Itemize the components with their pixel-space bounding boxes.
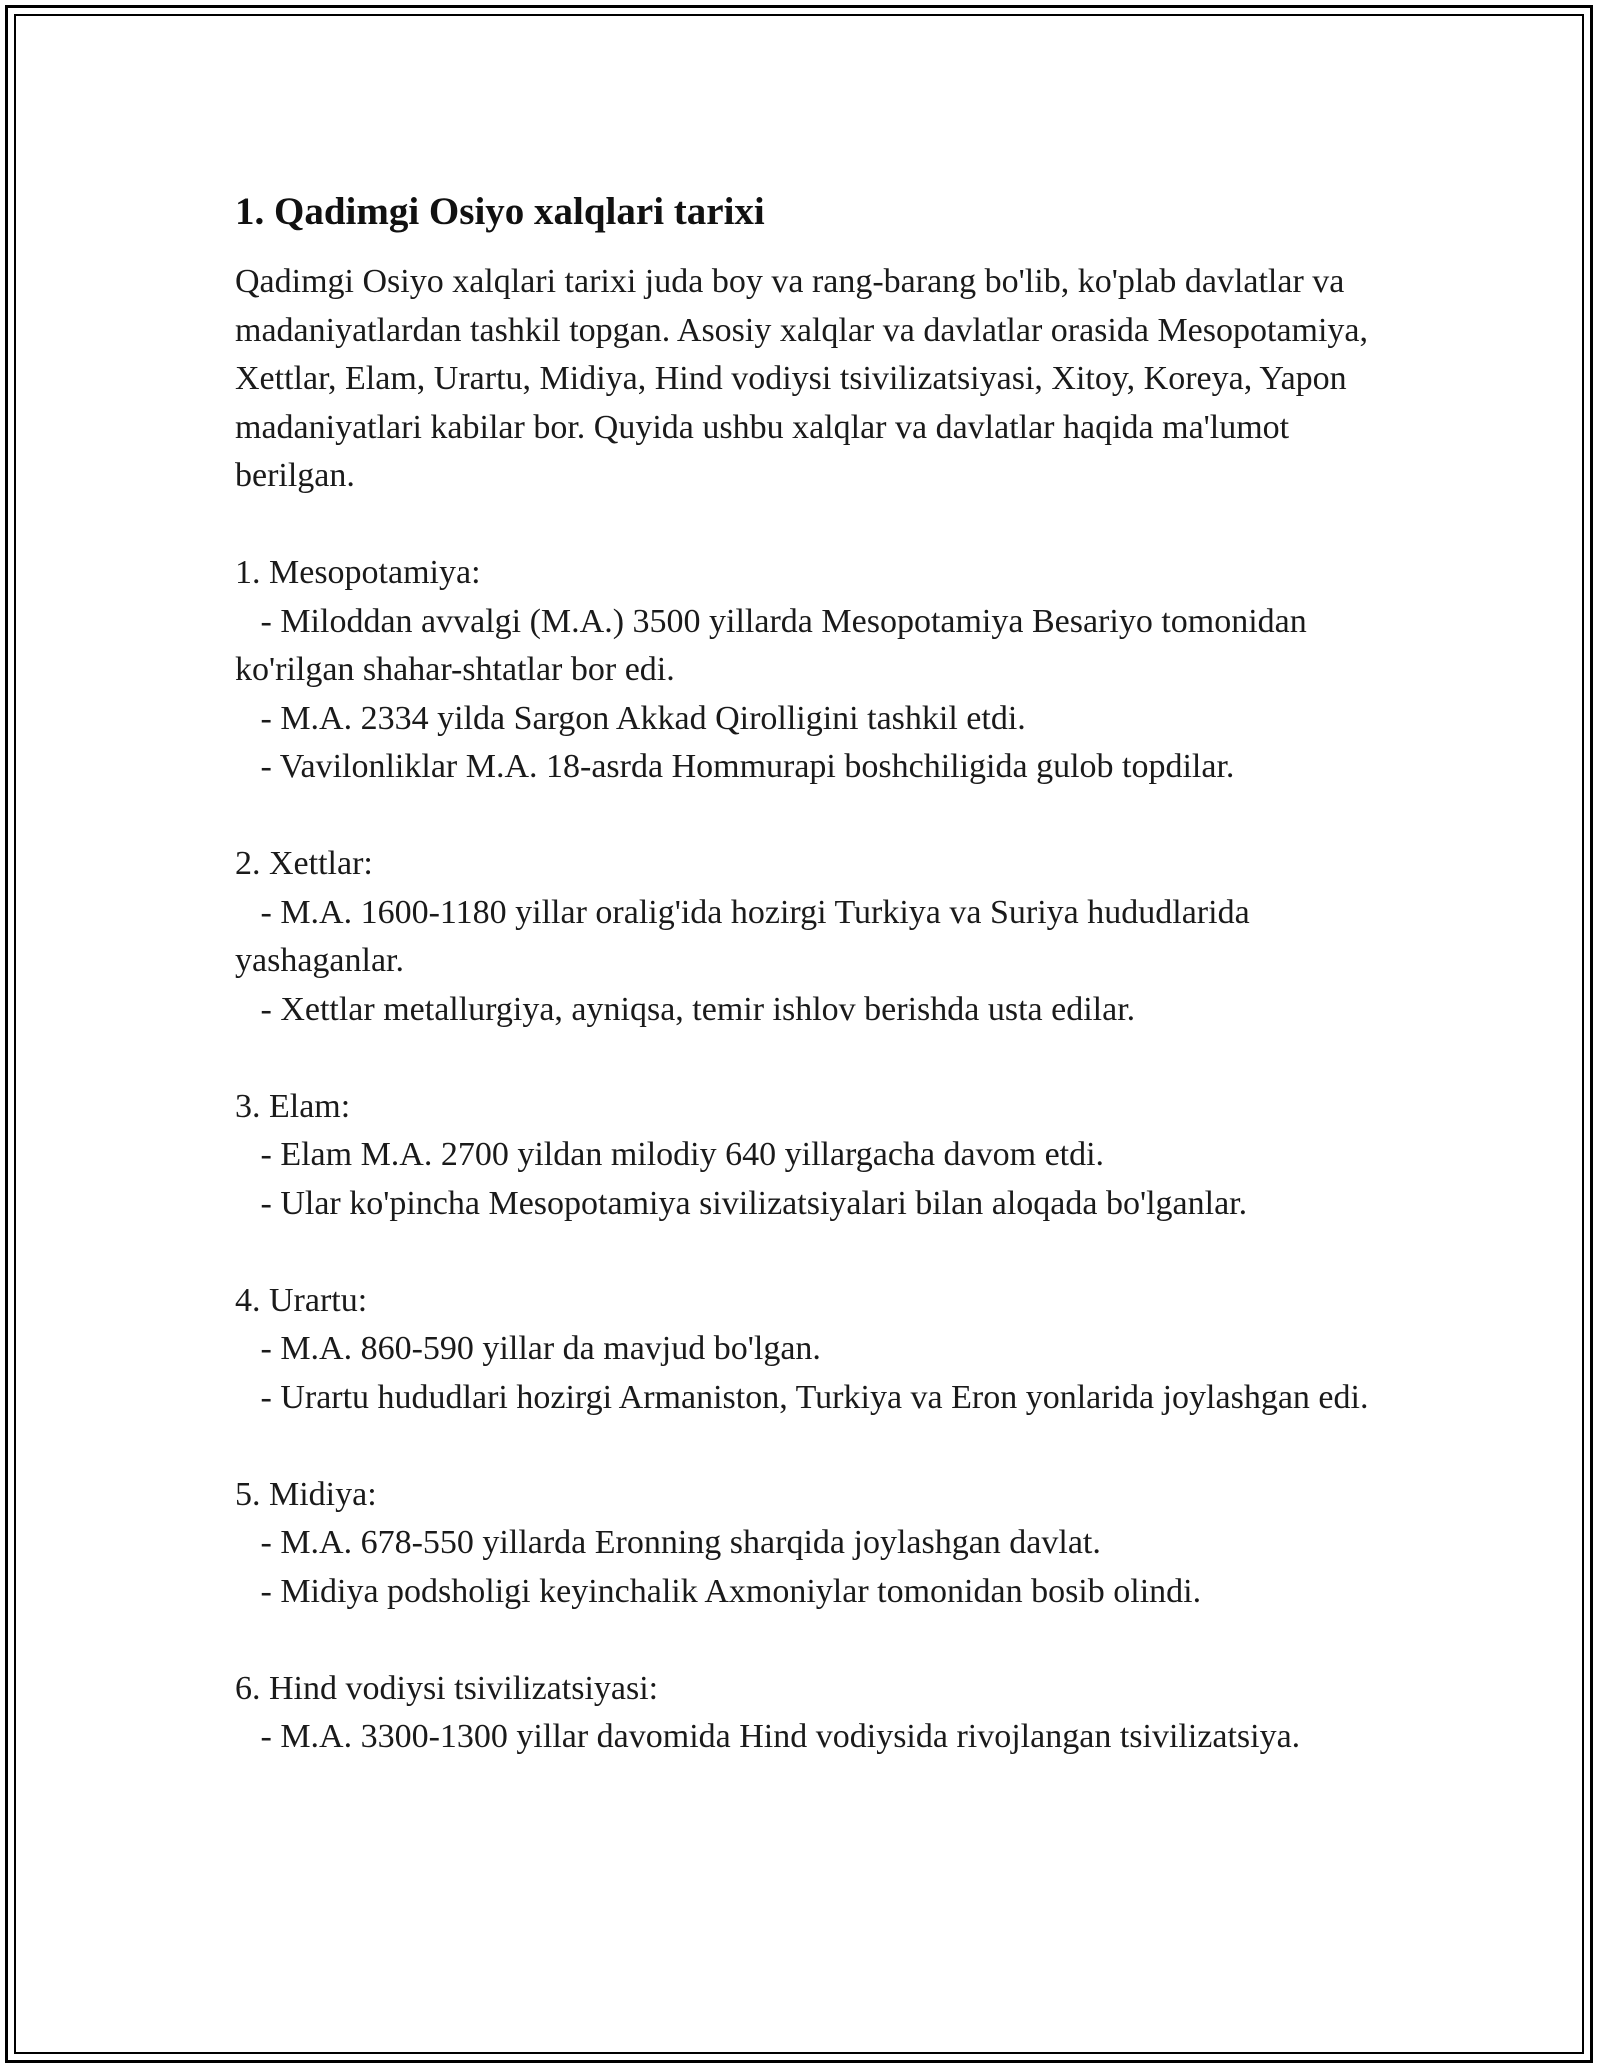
section-heading: 5. Midiya:: [235, 1475, 377, 1513]
section-bullet: - Miloddan avvalgi (M.A.) 3500 yillarda Mesopotamiya Besariyo tomonidan ko'rilgan shahar-shtatlar bor edi.: [235, 602, 1316, 688]
section-midiya: [235, 1471, 1375, 1617]
section-bullet: - M.A. 860-590 yillar da mavjud bo'lgan.: [235, 1330, 821, 1367]
document-body: [235, 186, 1375, 1762]
section-urartu: [235, 1277, 1375, 1423]
section-heading: 4. Urartu:: [235, 1281, 368, 1319]
section-bullet: - Midiya podsholigi keyinchalik Axmoniylar tomonidan bosib olindi.: [235, 1572, 1202, 1610]
section-heading: 3. Elam:: [235, 1087, 351, 1125]
section-bullet: - M.A. 1600-1180 yillar oralig'ida hozirgi Turkiya va Suriya hududlarida yashaganlar.: [235, 893, 1259, 979]
section-bullet: - Urartu hududlari hozirgi Armaniston, Turkiya va Eron yonlarida joylashgan edi.: [235, 1378, 1369, 1416]
section-mesopotamiya: [235, 549, 1375, 792]
section-bullet: - Elam M.A. 2700 yildan milodiy 640 yillargacha davom etdi.: [235, 1136, 1105, 1173]
section-hind-vodiysi: [235, 1665, 1375, 1762]
section-elam: [235, 1083, 1375, 1229]
section-bullet: - M.A. 3300-1300 yillar davomida Hind vodiysida rivojlangan tsivilizatsiya.: [235, 1718, 1301, 1755]
section-bullet: - Vavilonliklar M.A. 18-asrda Hommurapi boshchiligida gulob topdilar.: [235, 748, 1235, 785]
section-heading: 2. Xettlar:: [235, 845, 373, 882]
intro-paragraph: Qadimgi Osiyo xalqlari tarixi juda boy va rang-barang bo'lib, ko'plab davlatlar va madaniyatlardan tashkil topgan. Asosiy xalqlar va davlatlar orasida Mesopotamiya, Xettlar, Elam, Urartu, Midiya, Hind vodiysi tsivilizatsiyasi, Xitoy, Koreya, Yapon madaniyatlari kabilar bor. Quyida ushbu xalqlar va davlatlar haqida ma'lumot berilgan.: [235, 263, 1369, 494]
section-bullet: - M.A. 678-550 yillarda Eronning sharqida joylashgan davlat.: [235, 1524, 1101, 1561]
section-bullet: - Xettlar metallurgiya, ayniqsa, temir ishlov berishda usta edilar.: [235, 990, 1136, 1028]
section-xettlar: [235, 840, 1375, 1034]
section-heading: 6. Hind vodiysi tsivilizatsiyasi:: [235, 1669, 659, 1707]
section-bullet: - M.A. 2334 yilda Sargon Akkad Qirolligini tashkil etdi.: [235, 699, 1026, 737]
section-bullet: - Ular ko'pincha Mesopotamiya sivilizatsiyalari bilan aloqada bo'lganlar.: [235, 1184, 1248, 1222]
section-heading: 1. Mesopotamiya:: [235, 554, 481, 591]
document-title: 1. Qadimgi Osiyo xalqlari tarixi: [235, 190, 765, 233]
